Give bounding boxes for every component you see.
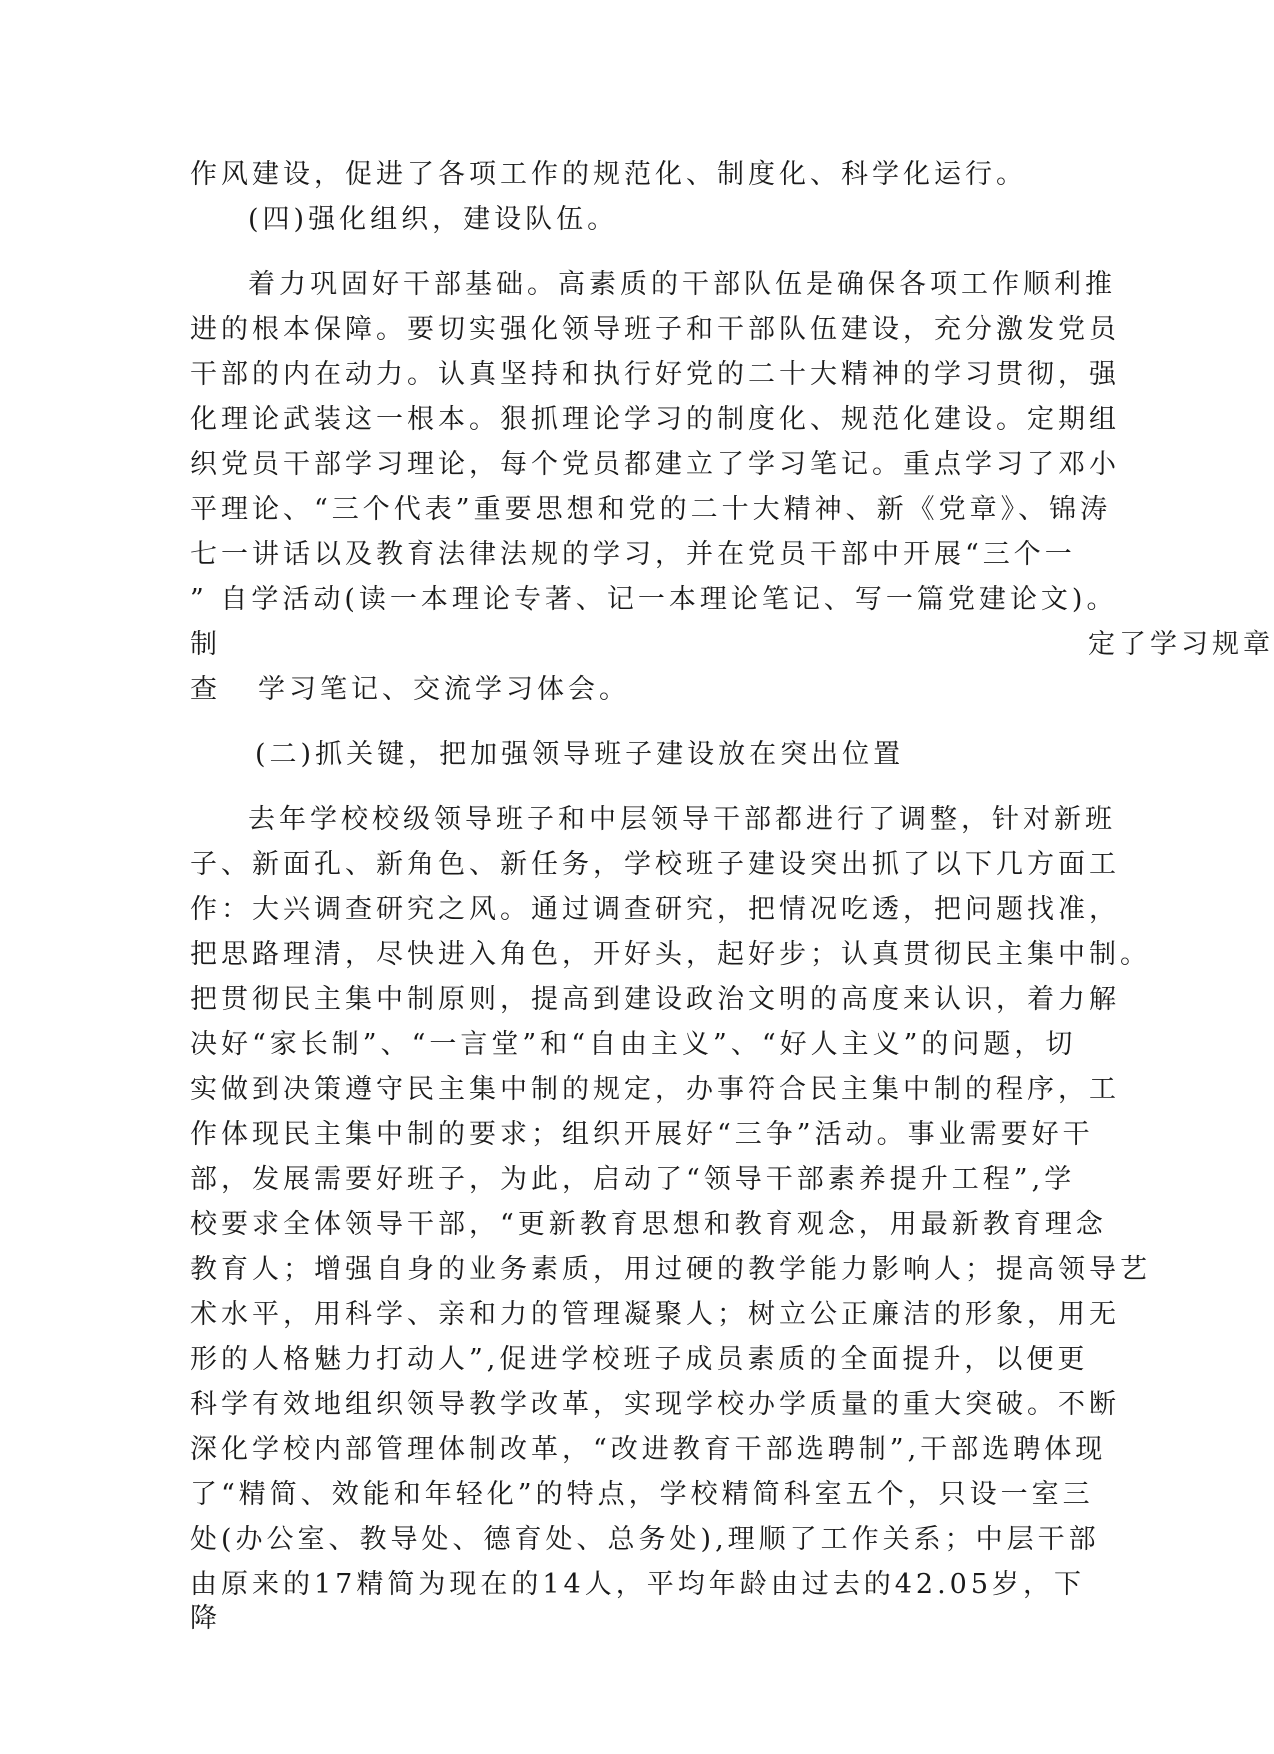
text-line: 了“精简、效能和年轻化”的特点，学校精简科室五个，只设一室三 [190, 1479, 1094, 1510]
text-line: 处(办公室、教导处、德育处、总务处),理顺了工作关系；中层干部 [190, 1524, 1100, 1555]
text-line: 把思路理清，尽快进入角色，开好头，起好步；认真贯彻民主集中制。 [190, 939, 1151, 970]
text-line: 作：大兴调查研究之风。通过调查研究，把情况吃透，把问题找准， [190, 894, 1120, 925]
text-line: 由原来的17精简为现在的14人，平均年龄由过去的42.05岁，下 [190, 1569, 1086, 1600]
text-line: 织党员干部学习理论，每个党员都建立了学习笔记。重点学习了邓小 [190, 449, 1120, 480]
text-line: 术水平，用科学、亲和力的管理凝聚人；树立公正廉洁的形象，用无 [190, 1299, 1120, 1330]
text-fragment: 制 [190, 629, 221, 660]
section-heading: (四)强化组织，建设队伍。 [248, 204, 619, 235]
text-line: 降 [190, 1603, 221, 1634]
text-line: 作体现民主集中制的要求；组织开展好“三争”活动。事业需要好干 [190, 1119, 1094, 1150]
text-line: 校要求全体领导干部，“更新教育思想和教育观念，用最新教育理念 [190, 1209, 1107, 1240]
section-heading: (二)抓关键，把加强领导班子建设放在突出位置 [255, 739, 905, 770]
text-line: 实做到决策遵守民主集中制的规定，办事符合民主集中制的程序，工 [190, 1074, 1120, 1105]
text-line: 教育人；增强自身的业务素质，用过硬的教学能力影响人；提高领导艺 [190, 1254, 1151, 1285]
text-fragment: 学习笔记、交流学习体会。 [258, 674, 630, 705]
text-line: 子、新面孔、新角色、新任务，学校班子建设突出抓了以下几方面工 [190, 849, 1120, 880]
text-line: 作风建设，促进了各项工作的规范化、制度化、科学化运行。 [190, 159, 1027, 190]
text-line: 进的根本保障。要切实强化领导班子和干部队伍建设，充分激发党员 [190, 314, 1120, 345]
text-line: 平理论、“三个代表”重要思想和党的二十大精神、新《党章》、锦涛 [190, 494, 1112, 525]
text-line: 七一讲话以及教育法律法规的学习，并在党员干部中开展“三个一 [190, 539, 1076, 570]
text-line: 部，发展需要好班子，为此，启动了“领导干部素养提升工程”,学 [190, 1164, 1076, 1195]
text-line: ” 自学活动(读一本理论专著、记一本理论笔记、写一篇党建论文)。 [190, 584, 1118, 615]
text-line: 深化学校内部管理体制改革，“改进教育干部选聘制”,干部选聘体现 [190, 1434, 1107, 1465]
text-line: 化理论武装这一根本。狠抓理论学习的制度化、规范化建设。定期组 [190, 404, 1120, 435]
text-line: 形的人格魅力打动人”,促进学校班子成员素质的全面提升，以便更 [190, 1344, 1089, 1375]
text-fragment: 查 [190, 674, 221, 705]
text-line: 科学有效地组织领导教学改革，实现学校办学质量的重大突破。不断 [190, 1389, 1120, 1420]
paragraph-first-line: 去年学校校级领导班子和中层领导干部都进行了调整，针对新班 [248, 804, 1116, 835]
text-fragment: 定了学习规章 [1088, 629, 1274, 660]
text-line: 把贯彻民主集中制原则，提高到建设政治文明的高度来认识，着力解 [190, 984, 1120, 1015]
text-line: 干部的内在动力。认真坚持和执行好党的二十大精神的学习贯彻，强 [190, 359, 1120, 390]
text-line: 决好“家长制”、“一言堂”和“自由主义”、“好人主义”的问题，切 [190, 1029, 1077, 1060]
paragraph-first-line: 着力巩固好干部基础。高素质的干部队伍是确保各项工作顺利推 [248, 269, 1116, 300]
